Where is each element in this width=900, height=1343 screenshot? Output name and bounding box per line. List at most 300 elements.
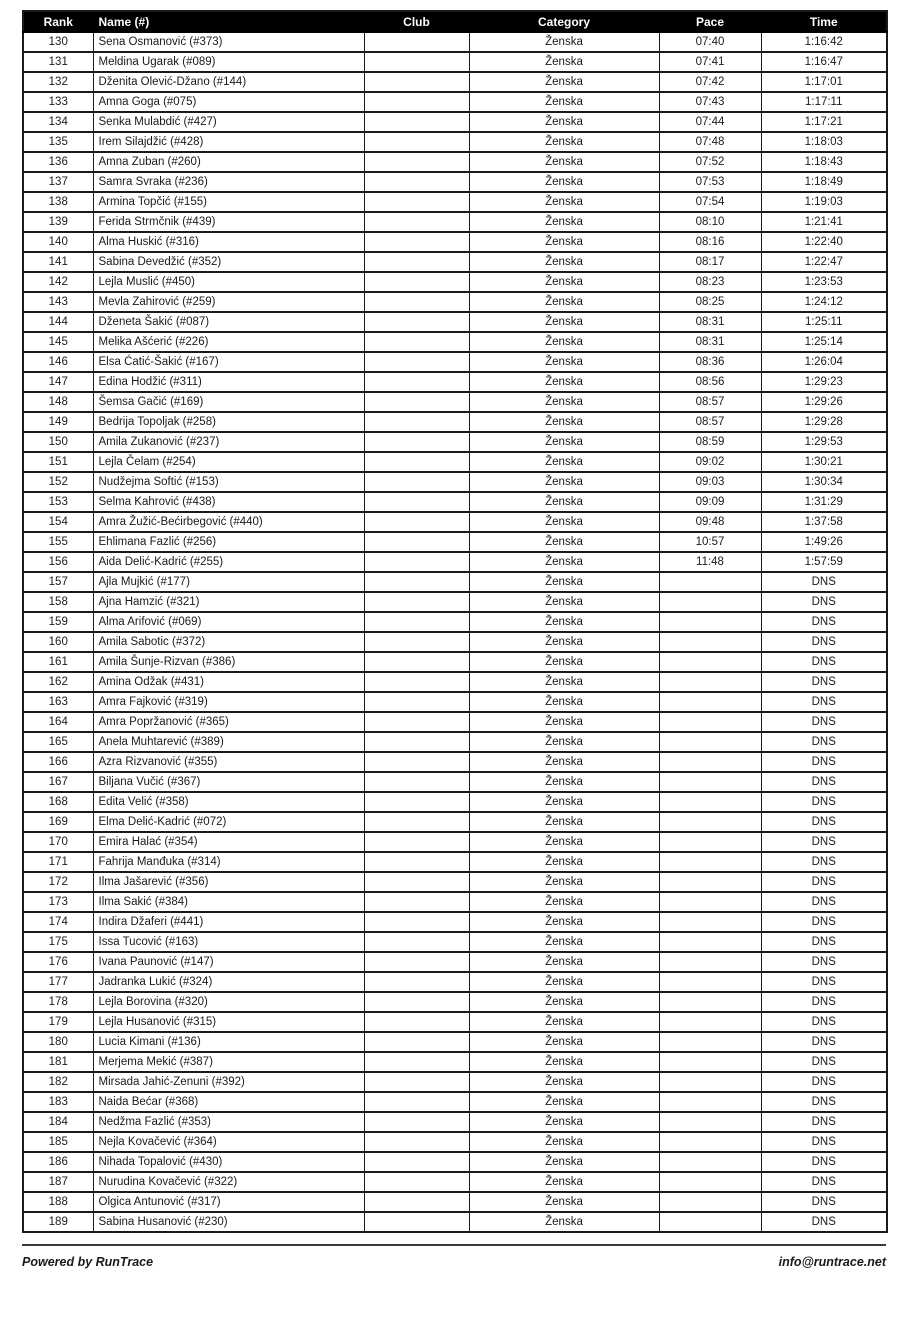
cell-rank: 136 [23, 152, 93, 172]
cell-name: Amila Zukanović (#237) [93, 432, 364, 452]
cell-time: DNS [761, 992, 887, 1012]
cell-category: Ženska [469, 1152, 659, 1172]
cell-rank: 185 [23, 1132, 93, 1152]
column-header-rank: Rank [23, 11, 93, 32]
cell-time: 1:29:26 [761, 392, 887, 412]
cell-time: 1:17:01 [761, 72, 887, 92]
cell-time: DNS [761, 892, 887, 912]
table-row [23, 572, 887, 592]
cell-pace: 08:23 [659, 272, 761, 292]
table-row [23, 732, 887, 752]
cell-rank: 163 [23, 692, 93, 712]
cell-category: Ženska [469, 712, 659, 732]
cell-rank: 161 [23, 652, 93, 672]
cell-category: Ženska [469, 92, 659, 112]
cell-time: DNS [761, 952, 887, 972]
cell-category: Ženska [469, 972, 659, 992]
cell-rank: 137 [23, 172, 93, 192]
cell-name: Nejla Kovačević (#364) [93, 1132, 364, 1152]
cell-pace [659, 752, 761, 772]
cell-rank: 148 [23, 392, 93, 412]
cell-club [364, 912, 469, 932]
cell-club [364, 972, 469, 992]
cell-club [364, 512, 469, 532]
cell-rank: 135 [23, 132, 93, 152]
cell-pace [659, 1092, 761, 1112]
cell-rank: 134 [23, 112, 93, 132]
table-row [23, 1152, 887, 1172]
cell-pace [659, 1132, 761, 1152]
cell-rank: 141 [23, 252, 93, 272]
table-row [23, 272, 887, 292]
cell-category: Ženska [469, 672, 659, 692]
cell-pace: 07:44 [659, 112, 761, 132]
table-row [23, 72, 887, 92]
cell-club [364, 452, 469, 472]
cell-time: 1:25:11 [761, 312, 887, 332]
cell-rank: 170 [23, 832, 93, 852]
cell-name: Samra Svraka (#236) [93, 172, 364, 192]
cell-name: Elma Delić-Kadrić (#072) [93, 812, 364, 832]
cell-time: DNS [761, 1072, 887, 1092]
cell-time: DNS [761, 972, 887, 992]
table-row [23, 172, 887, 192]
cell-club [364, 112, 469, 132]
cell-rank: 157 [23, 572, 93, 592]
cell-rank: 182 [23, 1072, 93, 1092]
table-row [23, 32, 887, 52]
cell-category: Ženska [469, 192, 659, 212]
cell-rank: 149 [23, 412, 93, 432]
cell-pace: 08:59 [659, 432, 761, 452]
cell-category: Ženska [469, 292, 659, 312]
cell-time: 1:21:41 [761, 212, 887, 232]
cell-category: Ženska [469, 252, 659, 272]
cell-category: Ženska [469, 32, 659, 52]
cell-name: Edina Hodžić (#311) [93, 372, 364, 392]
cell-club [364, 692, 469, 712]
cell-name: Ivana Paunović (#147) [93, 952, 364, 972]
table-row [23, 692, 887, 712]
cell-category: Ženska [469, 1052, 659, 1072]
cell-time: 1:17:11 [761, 92, 887, 112]
cell-club [364, 72, 469, 92]
cell-time: DNS [761, 1132, 887, 1152]
cell-rank: 158 [23, 592, 93, 612]
cell-pace [659, 1112, 761, 1132]
cell-rank: 176 [23, 952, 93, 972]
cell-pace [659, 712, 761, 732]
cell-time: DNS [761, 712, 887, 732]
cell-time: 1:37:58 [761, 512, 887, 532]
cell-time: 1:26:04 [761, 352, 887, 372]
cell-club [364, 332, 469, 352]
cell-pace [659, 892, 761, 912]
cell-name: Aida Delić-Kadrić (#255) [93, 552, 364, 572]
cell-club [364, 1012, 469, 1032]
cell-name: Ferida Strmčnik (#439) [93, 212, 364, 232]
table-row [23, 192, 887, 212]
cell-name: Mevla Zahirović (#259) [93, 292, 364, 312]
cell-pace: 09:03 [659, 472, 761, 492]
cell-name: Emira Halać (#354) [93, 832, 364, 852]
cell-rank: 186 [23, 1152, 93, 1172]
column-header-name: Name (#) [93, 11, 364, 32]
cell-category: Ženska [469, 652, 659, 672]
table-row [23, 792, 887, 812]
cell-rank: 138 [23, 192, 93, 212]
cell-category: Ženska [469, 352, 659, 372]
cell-club [364, 392, 469, 412]
table-row [23, 632, 887, 652]
cell-name: Elsa Ćatić-Šakić (#167) [93, 352, 364, 372]
cell-name: Dženita Olević-Džano (#144) [93, 72, 364, 92]
cell-club [364, 1092, 469, 1112]
cell-pace: 08:16 [659, 232, 761, 252]
cell-club [364, 872, 469, 892]
table-row [23, 952, 887, 972]
cell-category: Ženska [469, 432, 659, 452]
cell-pace [659, 972, 761, 992]
cell-club [364, 612, 469, 632]
cell-club [364, 552, 469, 572]
cell-category: Ženska [469, 412, 659, 432]
cell-time: 1:22:47 [761, 252, 887, 272]
cell-club [364, 892, 469, 912]
cell-category: Ženska [469, 312, 659, 332]
cell-pace [659, 1152, 761, 1172]
cell-pace [659, 1072, 761, 1092]
cell-time: DNS [761, 1092, 887, 1112]
cell-name: Amila Sabotic (#372) [93, 632, 364, 652]
cell-club [364, 432, 469, 452]
cell-time: 1:31:29 [761, 492, 887, 512]
cell-time: DNS [761, 1012, 887, 1032]
cell-name: Amra Žužić-Bećirbegović (#440) [93, 512, 364, 532]
cell-time: 1:16:42 [761, 32, 887, 52]
cell-pace: 11:48 [659, 552, 761, 572]
cell-club [364, 192, 469, 212]
cell-rank: 160 [23, 632, 93, 652]
cell-category: Ženska [469, 372, 659, 392]
table-row [23, 432, 887, 452]
cell-pace [659, 1172, 761, 1192]
table-row [23, 212, 887, 232]
cell-time: 1:23:53 [761, 272, 887, 292]
cell-rank: 159 [23, 612, 93, 632]
cell-category: Ženska [469, 932, 659, 952]
table-header-row [23, 11, 887, 32]
cell-name: Lejla Muslić (#450) [93, 272, 364, 292]
cell-name: Biljana Vučić (#367) [93, 772, 364, 792]
cell-time: DNS [761, 832, 887, 852]
cell-category: Ženska [469, 232, 659, 252]
table-row [23, 932, 887, 952]
cell-club [364, 412, 469, 432]
cell-rank: 155 [23, 532, 93, 552]
cell-club [364, 1112, 469, 1132]
cell-club [364, 372, 469, 392]
cell-pace: 07:43 [659, 92, 761, 112]
cell-category: Ženska [469, 452, 659, 472]
table-row [23, 92, 887, 112]
cell-club [364, 792, 469, 812]
table-row [23, 52, 887, 72]
cell-time: DNS [761, 1172, 887, 1192]
cell-category: Ženska [469, 152, 659, 172]
table-row [23, 252, 887, 272]
cell-time: DNS [761, 872, 887, 892]
cell-name: Anela Muhtarević (#389) [93, 732, 364, 752]
cell-name: Nihada Topalović (#430) [93, 1152, 364, 1172]
cell-time: 1:22:40 [761, 232, 887, 252]
column-header-time: Time [761, 11, 887, 32]
cell-pace [659, 652, 761, 672]
cell-time: DNS [761, 592, 887, 612]
cell-name: Fahrija Manđuka (#314) [93, 852, 364, 872]
cell-club [364, 312, 469, 332]
cell-name: Dženeta Šakić (#087) [93, 312, 364, 332]
cell-name: Ilma Jašarević (#356) [93, 872, 364, 892]
cell-pace [659, 832, 761, 852]
cell-category: Ženska [469, 812, 659, 832]
table-row [23, 1192, 887, 1212]
cell-rank: 177 [23, 972, 93, 992]
table-row [23, 872, 887, 892]
cell-name: Alma Huskić (#316) [93, 232, 364, 252]
cell-rank: 140 [23, 232, 93, 252]
table-row [23, 532, 887, 552]
cell-rank: 178 [23, 992, 93, 1012]
table-row [23, 1012, 887, 1032]
table-row [23, 812, 887, 832]
cell-rank: 167 [23, 772, 93, 792]
cell-rank: 151 [23, 452, 93, 472]
cell-pace: 09:09 [659, 492, 761, 512]
table-row [23, 492, 887, 512]
cell-club [364, 1052, 469, 1072]
cell-time: 1:49:26 [761, 532, 887, 552]
cell-club [364, 52, 469, 72]
table-body [23, 32, 887, 1232]
cell-rank: 144 [23, 312, 93, 332]
cell-rank: 162 [23, 672, 93, 692]
cell-name: Lejla Borovina (#320) [93, 992, 364, 1012]
table-row [23, 472, 887, 492]
cell-club [364, 1172, 469, 1192]
cell-category: Ženska [469, 572, 659, 592]
cell-name: Sabina Devedžić (#352) [93, 252, 364, 272]
cell-rank: 171 [23, 852, 93, 872]
cell-time: 1:18:43 [761, 152, 887, 172]
cell-name: Merjema Mekić (#387) [93, 1052, 364, 1072]
table-row [23, 1052, 887, 1072]
table-row [23, 1112, 887, 1132]
cell-category: Ženska [469, 952, 659, 972]
cell-rank: 145 [23, 332, 93, 352]
cell-club [364, 712, 469, 732]
cell-time: 1:57:59 [761, 552, 887, 572]
cell-category: Ženska [469, 992, 659, 1012]
table-row [23, 352, 887, 372]
cell-time: DNS [761, 732, 887, 752]
cell-category: Ženska [469, 1012, 659, 1032]
cell-time: 1:29:53 [761, 432, 887, 452]
cell-rank: 184 [23, 1112, 93, 1132]
cell-rank: 132 [23, 72, 93, 92]
results-table [22, 10, 888, 1233]
cell-name: Senka Mulabdić (#427) [93, 112, 364, 132]
table-row [23, 1032, 887, 1052]
cell-category: Ženska [469, 512, 659, 532]
cell-category: Ženska [469, 612, 659, 632]
cell-rank: 187 [23, 1172, 93, 1192]
table-row [23, 832, 887, 852]
cell-rank: 168 [23, 792, 93, 812]
cell-name: Lejla Čelam (#254) [93, 452, 364, 472]
cell-time: DNS [761, 792, 887, 812]
cell-club [364, 1132, 469, 1152]
cell-pace [659, 1212, 761, 1232]
cell-category: Ženska [469, 1212, 659, 1232]
table-row [23, 372, 887, 392]
table-row [23, 772, 887, 792]
table-row [23, 672, 887, 692]
cell-category: Ženska [469, 472, 659, 492]
cell-club [364, 1072, 469, 1092]
cell-rank: 131 [23, 52, 93, 72]
cell-name: Ilma Sakić (#384) [93, 892, 364, 912]
cell-category: Ženska [469, 52, 659, 72]
cell-name: Mirsada Jahić-Zenuni (#392) [93, 1072, 364, 1092]
cell-pace: 08:31 [659, 312, 761, 332]
cell-pace [659, 872, 761, 892]
cell-pace [659, 612, 761, 632]
cell-pace [659, 952, 761, 972]
cell-pace: 08:31 [659, 332, 761, 352]
cell-pace [659, 1192, 761, 1212]
cell-pace [659, 772, 761, 792]
cell-club [364, 832, 469, 852]
cell-category: Ženska [469, 592, 659, 612]
cell-pace: 08:17 [659, 252, 761, 272]
cell-time: 1:16:47 [761, 52, 887, 72]
cell-time: DNS [761, 932, 887, 952]
cell-club [364, 572, 469, 592]
cell-category: Ženska [469, 732, 659, 752]
table-row [23, 292, 887, 312]
cell-name: Edita Velić (#358) [93, 792, 364, 812]
page-footer [22, 1244, 886, 1269]
table-row [23, 752, 887, 772]
cell-name: Alma Arifović (#069) [93, 612, 364, 632]
cell-rank: 179 [23, 1012, 93, 1032]
cell-rank: 174 [23, 912, 93, 932]
cell-rank: 189 [23, 1212, 93, 1232]
table-row [23, 1072, 887, 1092]
cell-rank: 142 [23, 272, 93, 292]
cell-club [364, 232, 469, 252]
cell-name: Melika Ašćerić (#226) [93, 332, 364, 352]
cell-pace [659, 852, 761, 872]
table-row [23, 412, 887, 432]
table-row [23, 312, 887, 332]
cell-time: DNS [761, 652, 887, 672]
cell-time: 1:30:34 [761, 472, 887, 492]
table-row [23, 112, 887, 132]
cell-category: Ženska [469, 212, 659, 232]
table-row [23, 512, 887, 532]
cell-pace [659, 992, 761, 1012]
cell-club [364, 652, 469, 672]
cell-category: Ženska [469, 1092, 659, 1112]
cell-pace: 08:57 [659, 392, 761, 412]
cell-category: Ženska [469, 772, 659, 792]
cell-club [364, 932, 469, 952]
table-header [23, 11, 887, 32]
cell-name: Amra Fajković (#319) [93, 692, 364, 712]
cell-pace [659, 592, 761, 612]
cell-name: Amina Odžak (#431) [93, 672, 364, 692]
cell-name: Issa Tucović (#163) [93, 932, 364, 952]
cell-club [364, 492, 469, 512]
cell-category: Ženska [469, 752, 659, 772]
cell-pace: 10:57 [659, 532, 761, 552]
cell-category: Ženska [469, 692, 659, 712]
cell-club [364, 1152, 469, 1172]
cell-pace: 09:02 [659, 452, 761, 472]
table-row [23, 332, 887, 352]
table-row [23, 392, 887, 412]
cell-pace [659, 1052, 761, 1072]
cell-name: Ajna Hamzić (#321) [93, 592, 364, 612]
cell-category: Ženska [469, 392, 659, 412]
cell-category: Ženska [469, 632, 659, 652]
cell-category: Ženska [469, 552, 659, 572]
cell-name: Ajla Mujkić (#177) [93, 572, 364, 592]
cell-rank: 152 [23, 472, 93, 492]
cell-pace: 07:42 [659, 72, 761, 92]
cell-category: Ženska [469, 132, 659, 152]
cell-time: 1:17:21 [761, 112, 887, 132]
cell-pace [659, 692, 761, 712]
cell-time: DNS [761, 1032, 887, 1052]
table-row [23, 652, 887, 672]
cell-time: DNS [761, 1152, 887, 1172]
table-row [23, 892, 887, 912]
cell-rank: 146 [23, 352, 93, 372]
table-row [23, 612, 887, 632]
cell-time: 1:29:23 [761, 372, 887, 392]
cell-club [364, 772, 469, 792]
cell-time: DNS [761, 692, 887, 712]
cell-club [364, 672, 469, 692]
cell-name: Amra Popržanović (#365) [93, 712, 364, 732]
cell-category: Ženska [469, 892, 659, 912]
table-row [23, 152, 887, 172]
cell-rank: 153 [23, 492, 93, 512]
cell-time: DNS [761, 812, 887, 832]
cell-rank: 133 [23, 92, 93, 112]
cell-name: Lucia Kimani (#136) [93, 1032, 364, 1052]
cell-pace: 09:48 [659, 512, 761, 532]
cell-club [364, 292, 469, 312]
cell-rank: 180 [23, 1032, 93, 1052]
cell-pace: 08:57 [659, 412, 761, 432]
cell-time: DNS [761, 1052, 887, 1072]
cell-category: Ženska [469, 1132, 659, 1152]
cell-rank: 139 [23, 212, 93, 232]
